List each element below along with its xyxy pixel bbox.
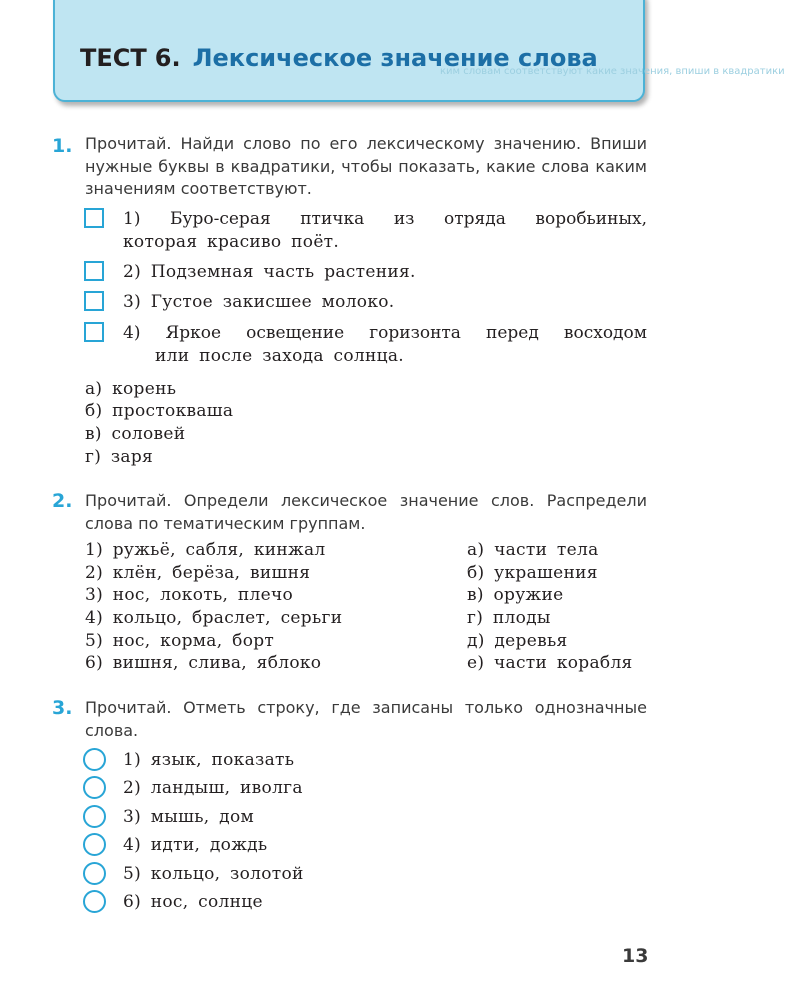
question-2-prompt: Прочитай. Определи лексическое значение слов. Распредели слова по тематическим группам. bbox=[85, 491, 647, 533]
q1-item-2: 2) Подземная часть растения. bbox=[123, 262, 416, 282]
q1-word-c: в) соловей bbox=[85, 424, 186, 444]
answer-box-1[interactable] bbox=[84, 208, 104, 228]
answer-box-2[interactable] bbox=[84, 261, 104, 281]
q2-right-a: а) части тела bbox=[467, 540, 599, 560]
q2-right-e: д) деревья bbox=[467, 631, 568, 651]
page-title bbox=[80, 43, 598, 73]
question-3-number: 3. bbox=[52, 697, 73, 719]
test-label: ТЕСТ bbox=[80, 44, 147, 72]
header-faint-text: ким словам соответствуют какие значения, впиши в квадратики bbox=[440, 66, 785, 77]
answer-box-4[interactable] bbox=[84, 322, 104, 342]
option-circle-3[interactable] bbox=[83, 805, 106, 828]
test-title: Лексическое значение слова bbox=[192, 44, 598, 72]
q1-item-4-line-1: 4) Яркое освещение горизонта перед восходом bbox=[123, 323, 647, 343]
option-circle-6[interactable] bbox=[83, 890, 106, 913]
q2-right-c: в) оружие bbox=[467, 585, 564, 605]
q3-option-4: 4) идти, дождь bbox=[123, 835, 268, 855]
q3-option-6: 6) нос, солнце bbox=[123, 892, 263, 912]
q2-left-1: 1) ружьё, сабля, кинжал bbox=[85, 540, 326, 560]
option-circle-5[interactable] bbox=[83, 862, 106, 885]
q2-left-2: 2) клён, берёза, вишня bbox=[85, 563, 311, 583]
q2-right-d: г) плоды bbox=[467, 608, 551, 628]
q3-option-5: 5) кольцо, золотой bbox=[123, 864, 304, 884]
q1-word-b: б) простокваша bbox=[85, 401, 234, 421]
question-1-number: 1. bbox=[52, 135, 73, 157]
q3-option-1: 1) язык, показать bbox=[123, 750, 295, 770]
q1-word-a: а) корень bbox=[85, 379, 177, 399]
option-circle-1[interactable] bbox=[83, 748, 106, 771]
q3-option-3: 3) мышь, дом bbox=[123, 807, 254, 827]
q2-left-6: 6) вишня, слива, яблоко bbox=[85, 653, 322, 673]
q3-option-2: 2) ландыш, иволга bbox=[123, 778, 303, 798]
q2-left-3: 3) нос, локоть, плечо bbox=[85, 585, 294, 605]
option-circle-4[interactable] bbox=[83, 833, 106, 856]
question-3-prompt: Прочитай. Отметь строку, где записаны только однозначные слова. bbox=[85, 698, 647, 740]
q1-word-d: г) заря bbox=[85, 447, 154, 467]
q1-item-1-line-2: которая красиво поёт. bbox=[123, 232, 340, 252]
q1-item-4-line-2: или после захода солнца. bbox=[155, 346, 405, 366]
q1-item-3: 3) Густое закисшее молоко. bbox=[123, 292, 395, 312]
page-number: 13 bbox=[622, 945, 649, 967]
q2-right-b: б) украшения bbox=[467, 563, 598, 583]
q2-left-4: 4) кольцо, браслет, серьги bbox=[85, 608, 343, 628]
q1-item-1-line-1: 1) Буро-серая птичка из отряда воробьиных, bbox=[123, 209, 647, 229]
q2-right-f: е) части корабля bbox=[467, 653, 633, 673]
q2-left-5: 5) нос, корма, борт bbox=[85, 631, 275, 651]
question-2-number: 2. bbox=[52, 490, 73, 512]
test-number: 6. bbox=[154, 44, 181, 72]
answer-box-3[interactable] bbox=[84, 291, 104, 311]
question-1-prompt: Прочитай. Найди слово по его лексическому значению. Впиши нужные буквы в квадратики, чтобы показать, какие слова каким значениям соответствуют. bbox=[85, 134, 647, 198]
option-circle-2[interactable] bbox=[83, 776, 106, 799]
